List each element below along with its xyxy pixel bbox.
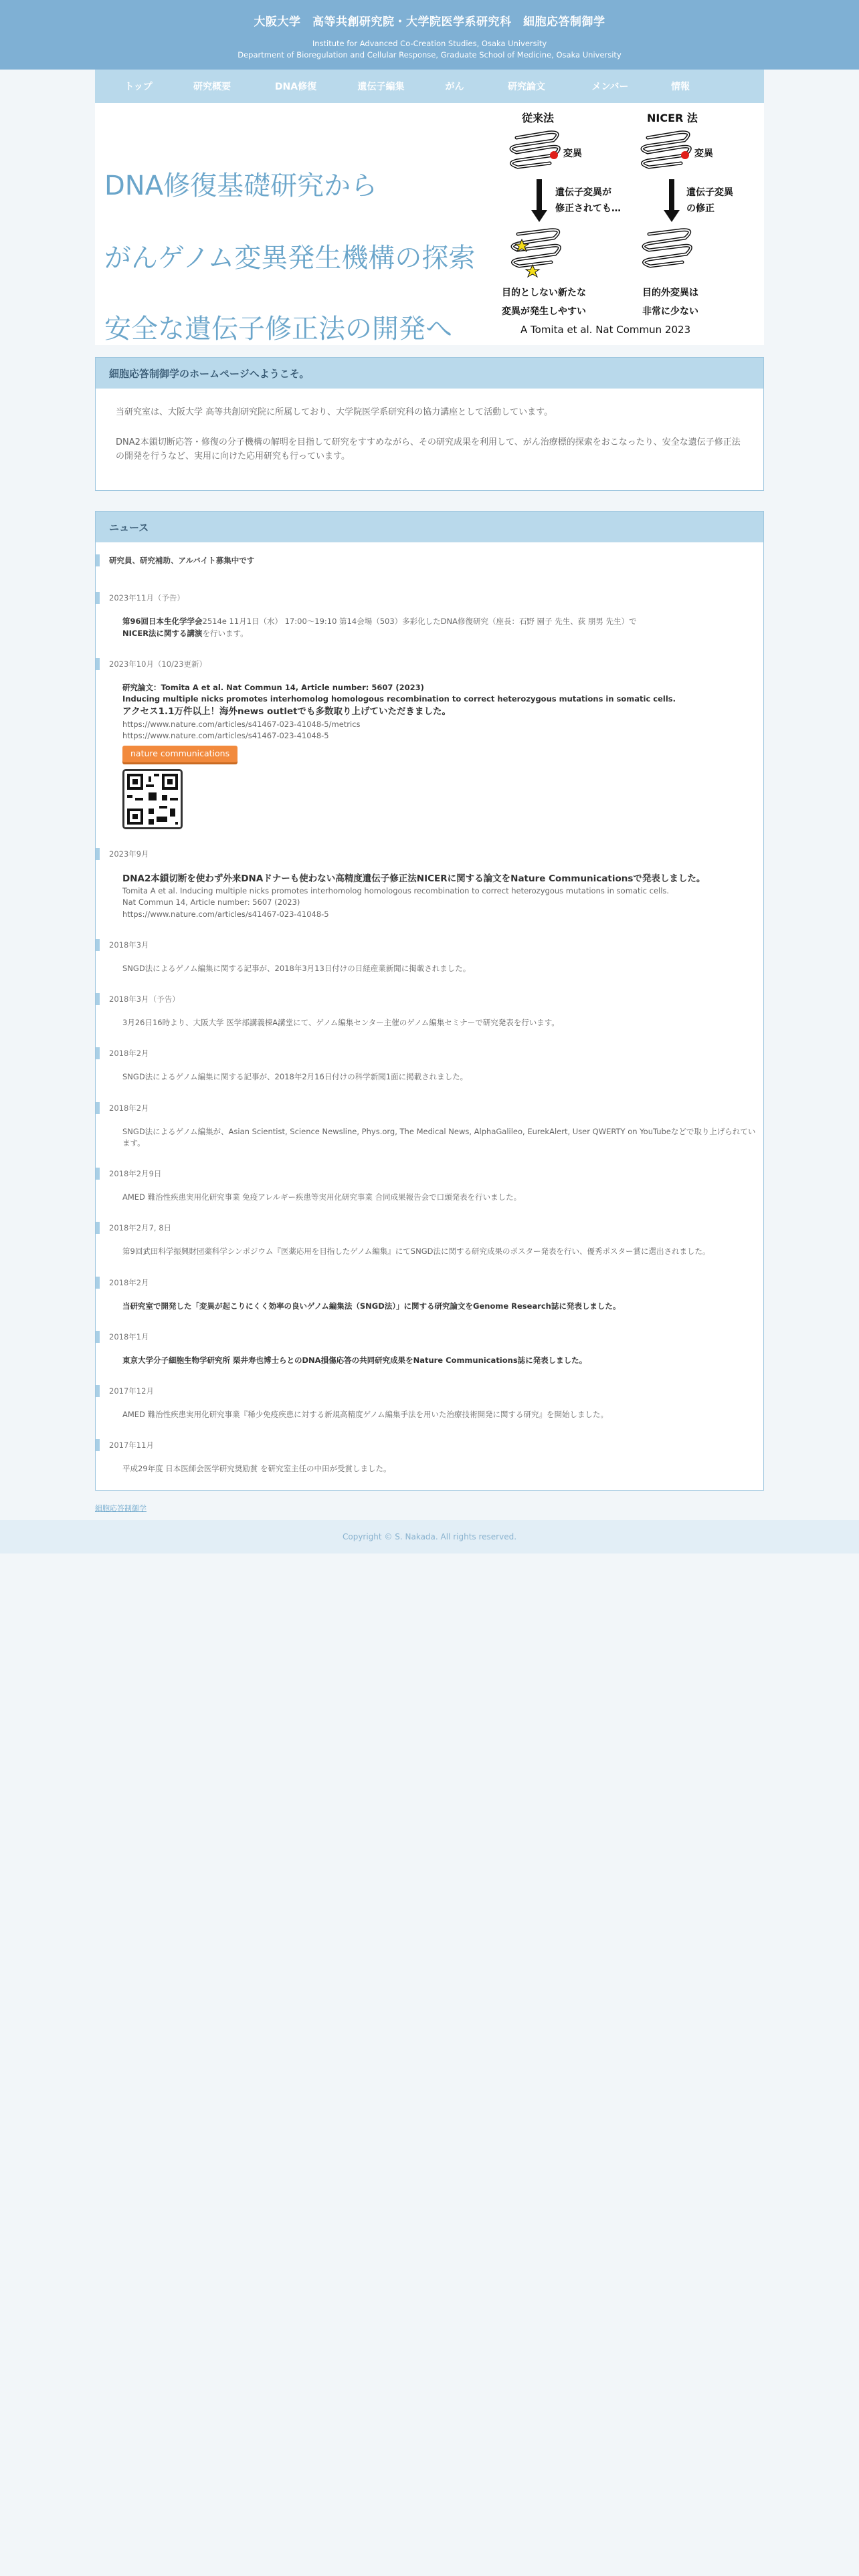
fig-arrow-right-1: 遺伝子変異 [686, 187, 733, 198]
paper-url[interactable]: https://www.nature.com/articles/s41467-023-41048-5 [122, 909, 329, 919]
site-header [0, 0, 859, 70]
news-highlight: 第96回日本生化学学会 [122, 617, 203, 627]
news-item [96, 658, 763, 829]
hero-line-2: がんゲノム変異発生機構の探索 [104, 243, 476, 274]
fig-left-title: 従来法 [522, 112, 555, 124]
subtitle-line-1: Institute for Advanced Co-Creation Studies, Osaka University [312, 39, 547, 48]
news-text: AMED 難治性疾患実用化研究事業『稀少免疫疾患に対する新規高精度ゲノム編集手法を用いた治療技術開発に関する研究』を開始しました。 [122, 1410, 608, 1420]
news-recruit: 研究員、研究補助、アルバイト募集中です [96, 554, 763, 566]
metrics-url[interactable]: https://www.nature.com/articles/s41467-023-41048-5/metrics [122, 719, 361, 729]
news-item [96, 993, 763, 1029]
fig-bottom-left-1: 目的としない新たな [502, 288, 586, 298]
arrow-left-shaft [537, 179, 542, 210]
welcome-panel [95, 357, 764, 491]
news-item-recruit [96, 554, 763, 566]
news-item [96, 848, 763, 920]
site-title: 大阪大学 高等共創研究院・大学院医学系研究科 細胞応答制御学 [254, 15, 605, 29]
news-text: AMED 難治性疾患実用化研究事業 免疫アレルギー疾患等実用化研究事業 合同成果報告会で口頭発表を行いました。 [122, 1192, 522, 1202]
news-date: 2018年2月 [96, 1047, 763, 1059]
copyright-text: Copyright © S. Nakada. All rights reserved. [342, 1531, 517, 1541]
news-detail: 2514e 11月1日（水） 17:00〜19:10 第14会場（503）多彩化したDNA修復研究（座長：石野 園子 先生、荻 朋男 先生）で [202, 617, 637, 627]
fig-arrow-left-2: 修正されても… [555, 203, 621, 214]
fig-citation: A Tomita et al. Nat Commun 2023 [520, 324, 691, 336]
news-text: SNGD法によるゲノム編集が、Asian Scientist, Science Newsline, Phys.org, The Medical News, AlphaGalileo, EurekAlert, User QWERTY on YouTubeなどで取り上げられています。 [122, 1126, 756, 1148]
welcome-paragraph-2: DNA2本鎖切断応答・修復の分子機構の解明を目指して研究をすすめながら、その研究成果を利用して、がん治療標的探索をおこなったり、安全な遺伝子修正法の開発を行うなど、実用に向けた応用研究も行っています。 [116, 437, 741, 461]
nav-top[interactable]: トップ [124, 82, 153, 92]
welcome-heading: 細胞応答制御学のホームページへようこそ。 [96, 358, 763, 389]
news-item [96, 1168, 763, 1203]
arrow-right-head [664, 210, 680, 222]
mutation-dot-left [550, 151, 558, 159]
mutation-dot-right [681, 151, 689, 159]
news-date: 2018年1月 [96, 1331, 763, 1343]
fig-mutation-right: 変異 [694, 148, 713, 159]
nav-gene-editing[interactable]: 遺伝子編集 [357, 82, 405, 92]
news-item [96, 1277, 763, 1312]
nav-members[interactable]: メンバー [591, 82, 629, 92]
news-text: 当研究室で開発した「変異が起こりにくく効率の良いゲノム編集法（SNGD法）」に関する研究論文をGenome Research誌に発表しました。 [122, 1301, 621, 1311]
news-date: 2018年3月 [96, 939, 763, 951]
news-text: SNGD法によるゲノム編集に関する記事が、2018年3月13日付けの日経産業新聞に掲載されました。 [122, 963, 471, 973]
arrow-right-shaft [669, 179, 674, 210]
footer-home-link[interactable]: 細胞応答制御学 [95, 1503, 147, 1513]
paper-title: Tomita A et al. Inducing multiple nicks promotes interhomolog homologous recombination to correct heterozygous mutations in somatic cells. [122, 886, 670, 896]
nicer-comparison-figure [496, 106, 764, 344]
nav-cancer[interactable]: がん [445, 82, 464, 92]
paper-title: Inducing multiple nicks promotes interhomolog homologous recombination to correct heterozygous mutations in somatic cells. [122, 694, 676, 704]
news-date: 2018年3月（予告） [96, 993, 763, 1005]
news-date: 2023年10月（10/23更新） [96, 658, 763, 670]
hero-line-1: DNA修復基礎研究から [104, 171, 378, 201]
news-text: 第9回武田科学振興財団薬科学シンポジウム『医薬応用を目指したゲノム編集』にてSNGD法に関する研究成果のポスター発表を行い、優秀ポスター賞に選出されました。 [122, 1247, 710, 1257]
news-text-wrap [122, 1301, 757, 1312]
news-text [122, 616, 757, 639]
news-item [96, 592, 763, 639]
news-item [96, 939, 763, 974]
nature-communications-badge[interactable]: nature communications [122, 746, 237, 762]
access-note: アクセス1.1万件以上！海外news outletでも多数取り上げていただきました。 [122, 706, 452, 718]
news-item [96, 1222, 763, 1257]
paper-url[interactable]: https://www.nature.com/articles/s41467-023-41048-5 [122, 730, 329, 740]
main-nav [95, 70, 764, 103]
news-text: 東京大学分子細胞生物学研究所 栗井寿也博士らとのDNA損傷応答の共同研究成果をNature Communications誌に発表しました。 [122, 1355, 587, 1365]
news-text [122, 872, 757, 920]
qr-code-icon[interactable] [122, 769, 183, 829]
news-text: 3月26日16時より、大阪大学 医学部講義棟A講堂にて、ゲノム編集センター主催のゲノム編集セミナーで研究発表を行います。 [122, 1018, 559, 1028]
news-date: 2018年2月 [96, 1102, 763, 1114]
fig-bottom-right-2: 非常に少ない [642, 306, 698, 317]
fig-bottom-right-1: 目的外変異は [642, 288, 698, 298]
welcome-body [96, 389, 763, 490]
news-date: 2017年12月 [96, 1385, 763, 1397]
hero [95, 103, 764, 345]
news-text [122, 682, 757, 829]
news-date: 2018年2月7, 8日 [96, 1222, 763, 1234]
news-date: 2018年2月 [96, 1277, 763, 1289]
site-subtitle [0, 38, 859, 62]
news-detail: を行います。 [202, 628, 248, 638]
hero-line-3: 安全な遺伝子修正法の開発へ [104, 314, 452, 344]
site-footer [0, 1520, 859, 1553]
news-headline: DNA2本鎖切断を使わず外来DNAドナーも使わない高精度遺伝子修正法NICERに関する論文をNature Communicationsで発表しました。 [122, 873, 706, 884]
fig-bottom-left-2: 変異が発生しやすい [502, 306, 586, 317]
news-item [96, 1385, 763, 1420]
news-date: 2023年11月（予告） [96, 592, 763, 604]
nav-research-overview[interactable]: 研究概要 [193, 82, 231, 92]
fig-mutation-left: 変異 [563, 148, 582, 159]
news-text: SNGD法によるゲノム編集に関する記事が、2018年2月16日付けの科学新聞1面に掲載されました。 [122, 1072, 468, 1082]
news-heading: ニュース [96, 512, 763, 542]
news-text: 平成29年度 日本医師会医学研究奨励賞 を研究室主任の中田が受賞しました。 [122, 1464, 391, 1474]
arrow-left-head [531, 210, 547, 222]
news-panel [95, 511, 764, 1490]
welcome-paragraph-1: 当研究室は、大阪大学 高等共創研究院に所属しており、大学院医学系研究科の協力講座として活動しています。 [116, 407, 553, 417]
fig-arrow-right-2: の修正 [686, 203, 714, 214]
fig-arrow-left-1: 遺伝子変異が [555, 187, 611, 198]
news-date: 2023年9月 [96, 848, 763, 860]
news-text-wrap [122, 1355, 757, 1366]
paper-citation: Nat Commun 14, Article number: 5607 (2023) [122, 897, 300, 907]
news-date: 2018年2月9日 [96, 1168, 763, 1180]
nav-dna-repair[interactable]: DNA修復 [274, 82, 317, 92]
subtitle-line-2: Department of Bioregulation and Cellular Response, Graduate School of Medicine, Osaka University [237, 50, 622, 60]
news-date: 2017年11月 [96, 1439, 763, 1451]
nav-info[interactable]: 情報 [671, 82, 690, 92]
news-item [96, 1439, 763, 1475]
news-item [96, 1331, 763, 1366]
news-item [96, 1047, 763, 1083]
fig-right-title: NICER 法 [647, 112, 698, 124]
paper-citation: 研究論文：Tomita A et al. Nat Commun 14, Article number: 5607 (2023) [122, 682, 424, 692]
nav-papers[interactable]: 研究論文 [508, 82, 545, 92]
news-highlight: NICER法に関する講演 [122, 628, 203, 638]
news-item [96, 1102, 763, 1150]
news-list [96, 542, 763, 1489]
